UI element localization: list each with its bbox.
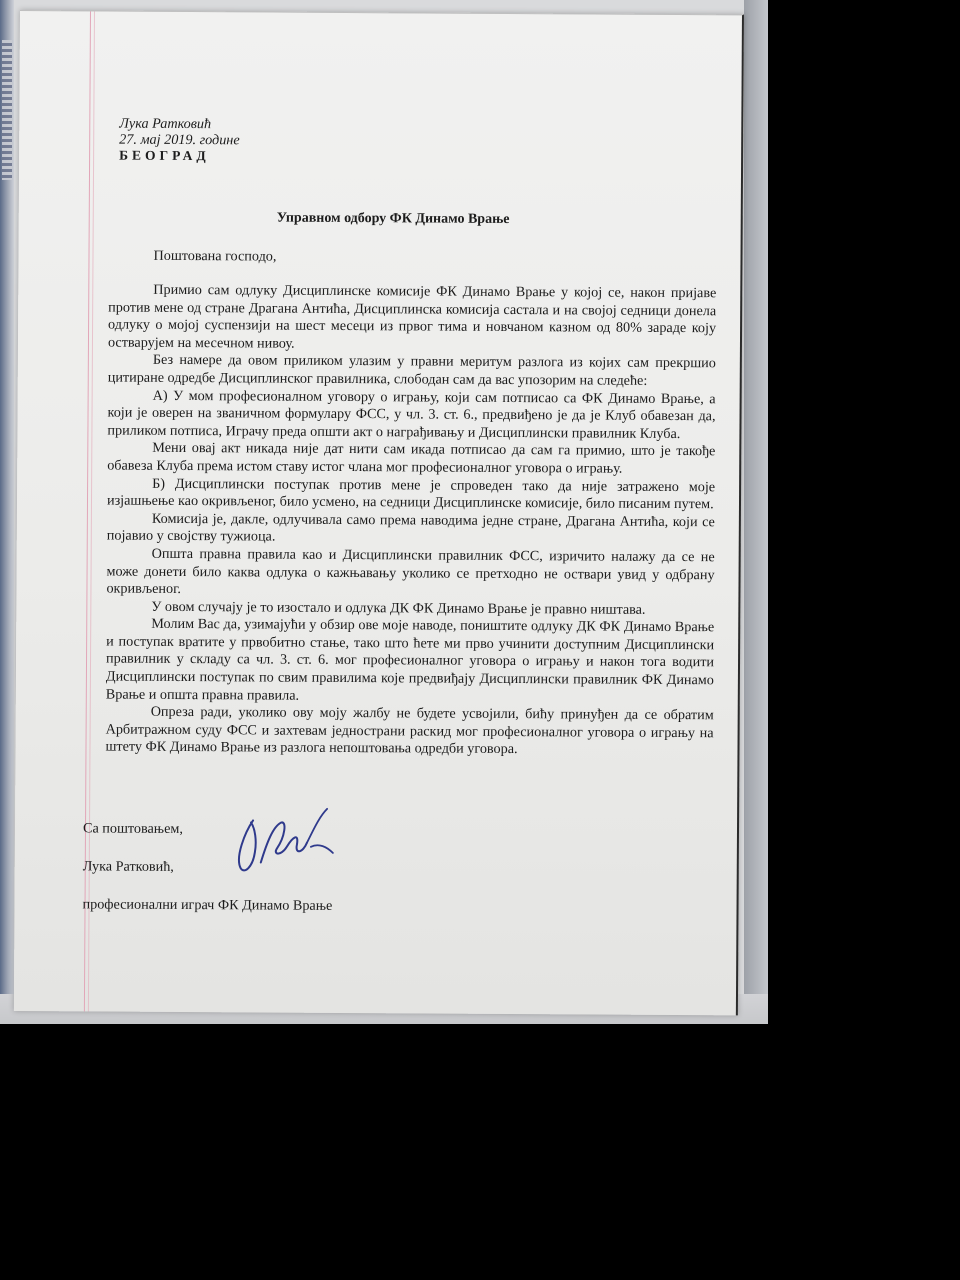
addressee: Управном одбору ФК Динамо Врање xyxy=(276,210,510,227)
letter-content xyxy=(14,11,742,1015)
sender-name: Лука Ратковић xyxy=(119,115,212,133)
sender-city: БЕОГРАД xyxy=(119,147,210,164)
letter-body xyxy=(105,282,716,761)
paragraph: Примио сам одлуку Дисциплинске комисије ФК Динамо Врање у којој се, након пријаве против мене од стране Драгана Антића, Дисциплинска комисија састала и на својој седници донела одлуку о мојој суспензији на шест месеци из првог тима и новчаном казном од 80% зараде коју остварујем на месечном нивоу. xyxy=(107,281,717,352)
paragraph: Б) Дисциплински поступак против мене је спроведен тако да није затражено моје изјашњење као окривљеног, било усмено, на седници Дисциплинске комисије, било писаним путем. xyxy=(106,475,716,513)
paragraph: Без намере да овом приликом улазим у правни меритум разлога из којих сам прекршио цитиране одредбе Дисциплинског правилника, слободан сам да вас упозорим на следеће: xyxy=(107,352,716,389)
letter-sheet xyxy=(14,10,744,1015)
paragraph: Општа правна правила као и Дисциплински правилник ФСС, изричито налажу да се не може донети било каква одлука о кажњавању уколико се претходно не оствари увид у одбрану окривљеног. xyxy=(106,545,715,598)
signer-role: професионални играч ФК Динамо Врање xyxy=(82,896,333,914)
paragraph: У овом случају је то изостало и одлука ДК ФК Динамо Врање је правно ништава. xyxy=(151,598,646,618)
paragraph: А) У мом професионалном уговору о игрању, који сам потписао са ФК Динамо Врање, а који је оверен на званичном формулару ФСС, у чл. 3. ст. 6., предвиђено је да је Клуб обавезан да, приликом потписа, Играчу преда општи акт о награђивању и Дисциплински правилник Клуба. xyxy=(107,387,716,442)
background-surface xyxy=(744,0,768,1024)
paragraph: Мени овај акт никада није дат нити сам икада потписао да сам га примио, што је такође обавеза Клуба према истом ставу истог члана мог професионалног уговора о игрању. xyxy=(107,440,716,477)
signer-name: Лука Ратковић, xyxy=(82,858,174,875)
paragraph: Молим Вас да, узимајући у обзир ове моје наводе, поништите одлуку ДК ФК Динамо Врање и поступак вратите у првобитно стање, тако што ћете ми прво учинити доступним Дисциплински правилник у складу са чл. 3. ст. 6. мог професионалног уговора о игрању и након тога водити Дисциплински поступак по свим правилима које предвиђају Дисциплински правилник ФК Динамо Врање и општа правна правила. xyxy=(105,616,715,704)
paragraph: Опреза ради, уколико ову моју жалбу не будете усвојили, бићу принуђен да се обратим Арбитражном суду ФСС и захтевам једнострани раскид мог професионалног уговора о игрању на штету ФК Динамо Врање из разлога непоштовања одредби уговора. xyxy=(105,704,714,758)
paragraph: Комисија је, дакле, одлучивала само према наводима једне стране, Драгана Антића, који се појавио у својству тужиоца. xyxy=(106,510,715,545)
notebook-spiral xyxy=(2,40,12,180)
letter-date: 27. мај 2019. године xyxy=(119,131,240,149)
salutation: Поштована господо, xyxy=(153,247,277,265)
handwritten-signature xyxy=(215,802,345,883)
sender-block xyxy=(119,116,240,165)
closing-phrase: Са поштовањем, xyxy=(82,820,183,838)
